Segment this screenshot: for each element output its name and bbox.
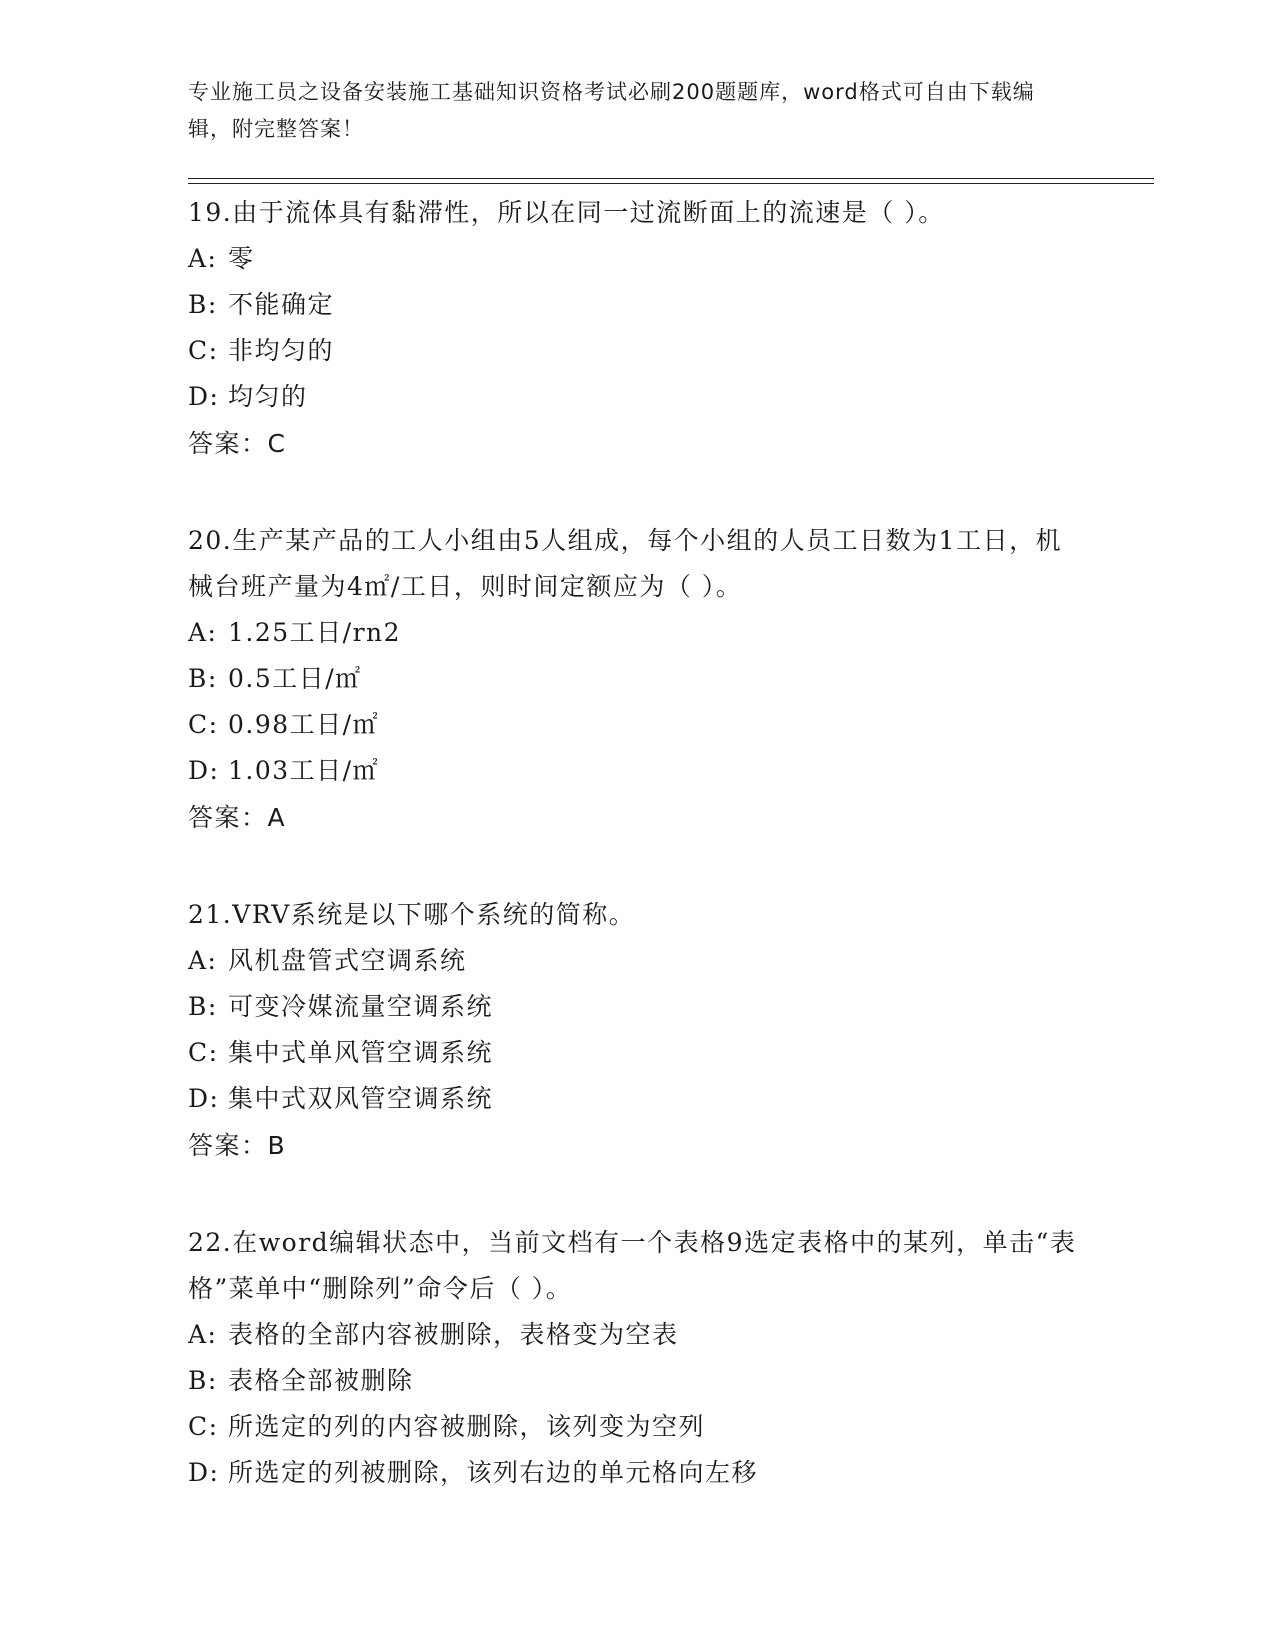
- option-key: A:: [188, 1320, 218, 1349]
- option-text: 非均匀的: [228, 336, 335, 365]
- answer-line: 答案：C: [188, 429, 287, 458]
- option-d: [188, 748, 1078, 794]
- option-text: 均匀的: [228, 382, 308, 411]
- option-text: 所选定的列的内容被删除，该列变为空列: [228, 1412, 706, 1441]
- question-list: [188, 190, 1078, 1546]
- option-a: [188, 610, 1078, 656]
- option-b: [188, 1358, 1078, 1404]
- question-20: [188, 518, 1078, 842]
- question-text: 20.生产某产品的工人小组由5人组成，每个小组的人员工日数为1工日，机械台班产量为4㎡/工日，则时间定额应为（ ）。: [188, 526, 1063, 601]
- option-a: [188, 1312, 1078, 1358]
- question-19: [188, 190, 1078, 468]
- option-key: D:: [188, 1084, 220, 1113]
- option-key: B:: [188, 290, 218, 319]
- option-a: [188, 938, 1078, 984]
- option-key: C:: [188, 710, 219, 739]
- option-key: C:: [188, 1038, 219, 1067]
- option-text: 1.25工日/rn2: [228, 618, 402, 647]
- question-21: [188, 892, 1078, 1170]
- answer-line: 答案：B: [188, 1131, 287, 1160]
- option-b: [188, 984, 1078, 1030]
- option-d: [188, 1450, 1078, 1496]
- option-key: B:: [188, 992, 218, 1021]
- option-text: 可变冷媒流量空调系统: [228, 992, 494, 1021]
- option-text: 集中式双风管空调系统: [228, 1084, 494, 1113]
- answer-line: 答案：A: [188, 803, 287, 832]
- option-d: [188, 374, 1078, 420]
- option-key: A:: [188, 244, 218, 273]
- option-text: 集中式单风管空调系统: [228, 1038, 494, 1067]
- option-b: [188, 656, 1078, 702]
- question-text: 21.VRV系统是以下哪个系统的简称。: [188, 900, 636, 929]
- question-text: 19.由于流体具有黏滞性，所以在同一过流断面上的流速是（ ）。: [188, 198, 945, 227]
- option-d: [188, 1076, 1078, 1122]
- option-c: [188, 1404, 1078, 1450]
- question-text: 22.在word编辑状态中，当前文档有一个表格9选定表格中的某列，单击“表格”菜单中“删除列”命令后（ ）。: [188, 1228, 1077, 1303]
- option-b: [188, 282, 1078, 328]
- option-c: [188, 1030, 1078, 1076]
- option-text: 所选定的列被删除，该列右边的单元格向左移: [228, 1458, 759, 1487]
- option-text: 1.03工日/㎡: [228, 756, 380, 785]
- option-text: 0.98工日/㎡: [228, 710, 380, 739]
- header-divider-bottom: [188, 183, 1154, 184]
- option-c: [188, 702, 1078, 748]
- option-key: C:: [188, 1412, 219, 1441]
- option-text: 表格全部被删除: [228, 1366, 414, 1395]
- option-key: D:: [188, 756, 220, 785]
- option-text: 零: [228, 244, 255, 273]
- option-text: 表格的全部内容被删除，表格变为空表: [228, 1320, 679, 1349]
- option-key: B:: [188, 1366, 218, 1395]
- option-text: 不能确定: [228, 290, 335, 319]
- option-key: B:: [188, 664, 218, 693]
- question-22: [188, 1220, 1078, 1496]
- option-key: D:: [188, 382, 220, 411]
- option-c: [188, 328, 1078, 374]
- option-key: A:: [188, 946, 218, 975]
- option-key: A:: [188, 618, 218, 647]
- option-text: 风机盘管式空调系统: [228, 946, 467, 975]
- option-key: C:: [188, 336, 219, 365]
- option-a: [188, 236, 1078, 282]
- document-header: 专业施工员之设备安装施工基础知识资格考试必刷200题题库，word格式可自由下载编辑，附完整答案！: [188, 80, 1035, 141]
- option-key: D:: [188, 1458, 220, 1487]
- option-text: 0.5工日/㎡: [228, 664, 362, 693]
- header-divider-top: [188, 178, 1154, 179]
